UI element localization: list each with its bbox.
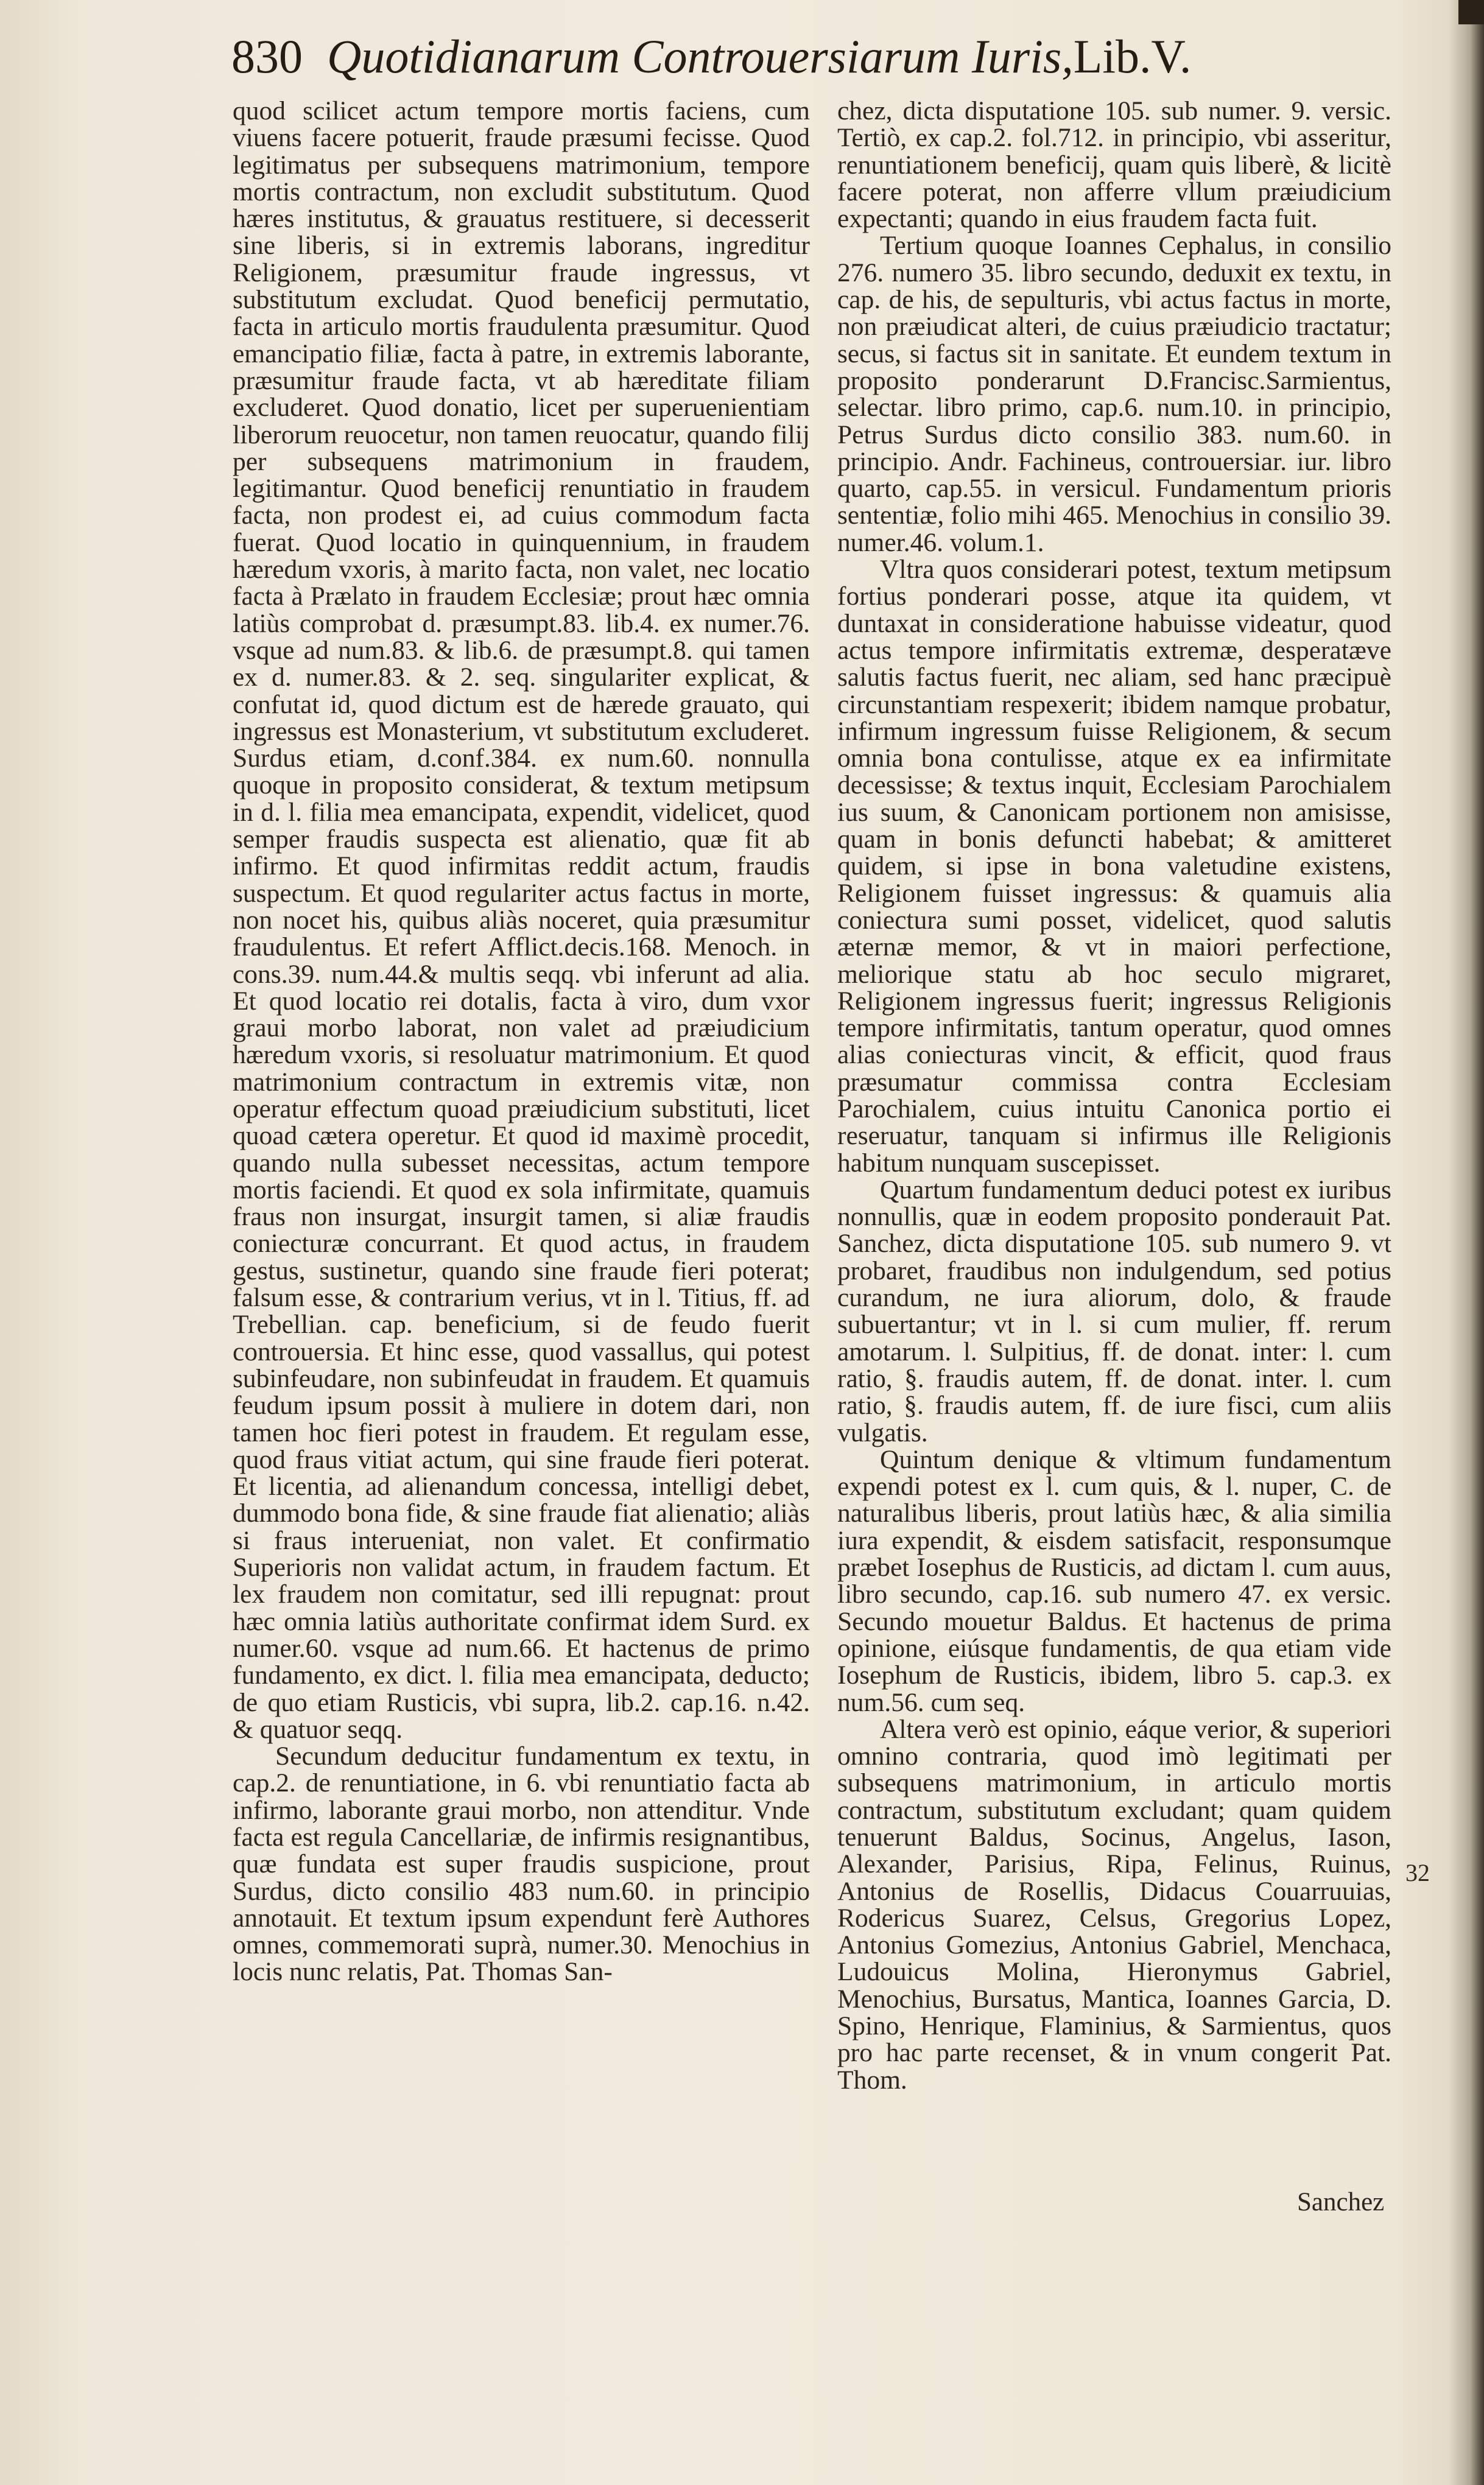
page-edge-shadow (1449, 0, 1484, 2485)
right-paragraph-1: chez, dicta disputatione 105. sub numer. 9. versic. Tertiò, ex cap.2. fol.712. in principio, vbi asseritur, renuntiationem beneficij, quam quis liberè, & licitè facere poterat, non afferre vllum præiudicium expectanti; quando in eius fraudem facta fuit. (837, 96, 1391, 234)
running-title: Quotidianarum Controuersiarum Iuris, (327, 30, 1074, 83)
book-number: Lib.V. (1073, 30, 1192, 83)
left-paragraph-1: quod scilicet actum tempore mortis faciens, cum viuens facere potuerit, fraude præsumi fecisse. Quod legitimatus per subsequens matrimonium, tempore mortis contractum, non excludit substitutum. Quod hæres institutus, & grauatus restituere, si decesserit sine liberis, si in extremis laborans, ingreditur Religionem, præsumitur fraude ingressus, vt substitutum excludat. Quod beneficij permutatio, facta in articulo mortis fraudulenta præsumitur. Quod emancipatio filiæ, facta à patre, in extremis laborante, præsumitur fraude facta, vt ab hæreditate filiam excluderet. Quod donatio, licet per superuenientiam liberorum reuocetur, non tamen reuocatur, quando filij per subsequens matrimonium in fraudem, legitimantur. Quod beneficij renuntiatio in fraudem facta, non prodest ei, ad cuius commodum facta fuerat. Quod locatio in quinquennium, in fraudem hæredum vxoris, à marito facta, non valet, nec locatio facta à Prælato in fraudem Ecclesiæ; prout hæc omnia latiùs comprobat d. præsumpt.83. lib.4. ex numer.76. vsque ad num.83. & lib.6. de præsumpt.8. qui tamen ex d. numer.83. & 2. seq. singulariter explicat, & confutat id, quod dictum est de hærede grauato, qui ingressus est Monasterium, vt substitutum excluderet. Surdus etiam, d.conf.384. ex num.60. nonnulla quoque in proposito considerat, & textum metipsum in d. l. filia mea emancipata, expendit, videlicet, quod semper fraudis suspecta est alienatio, quæ fit ab infirmo. Et quod infirmitas reddit actum, fraudis suspectum. Et quod regulariter actus factus in morte, non nocet his, quibus aliàs noceret, quia præsumitur fraudulentus. Et refert Afflict.decis.168. Menoch. in cons.39. num.44.& multis seqq. vbi inferunt ad alia. Et quod locatio rei dotalis, facta à viro, dum vxor graui morbo laborat, non valet ad præiudicium hæredum vxoris, si resoluatur matrimonium. Et quod matrimonium contractum in extremis vitæ, non operatur effectum quoad præiudicium substituti, licet quoad cætera operetur. Et quod id maximè procedit, quando nulla subesset necessitas, actum tempore mortis faciendi. Et quod ex sola infirmitate, quamuis fraus non insurgat, insurgit tamen, si aliæ fraudis coniecturæ concurrant. Et quod actus, in fraudem gestus, sustinetur, quando sine fraude fieri poterat; falsum esse, & contrarium verius, vt in l. Titius, ff. ad Trebellian. cap. beneficium, si de feudo fuerit controuersia. Et hinc esse, quod vassallus, qui potest subinfeudare, non subinfeudat in fraudem. Et quamuis feudum ipsum possit à muliere in dotem dari, non tamen hoc fieri potest in fraudem. Et regulam esse, quod fraus vitiat actum, qui sine fraude fieri poterat. Et licentia, ad alienandum concessa, intelligi debet, dummodo bona fide, & sine fraude fiat alienatio; aliàs si fraus interueniat, non valet. Et confirmatio Superioris non validat actum, in fraudem factum. Et lex fraudem non comitatur, sed illi repugnat: prout hæc omnia latiùs authoritate confirmat idem Surd. ex numer.60. vsque ad num.66. Et hactenus de primo fundamento, ex dict. l. filia mea emancipata, deducto; de quo etiam Rusticis, vbi supra, lib.2. cap.16. n.42. & quatuor seqq. (233, 96, 810, 1744)
scan-corner-mark (1458, 0, 1484, 24)
running-header (231, 29, 1236, 96)
right-paragraph-2: Tertium quoque Ioannes Cephalus, in consilio 276. numero 35. libro secundo, deduxit ex textu, in cap. de his, de sepulturis, vbi actus factus in morte, non præiudicat alteri, de cuius præiudicio tractatur; secus, si factus sit in sanitate. Et eundem textum in proposito ponderarunt D.Francisc.Sarmientus, selectar. libro primo, cap.6. num.10. in principio, Petrus Surdus dicto consilio 383. num.60. in principio. Andr. Fachineus, controuersiar. iur. libro quarto, cap.55. in versicul. Fundamentum prioris sententiæ, folio mihi 465. Menochius in consilio 39. numer.46. volum.1. (837, 231, 1391, 557)
right-paragraph-4: Quartum fundamentum deduci potest ex iuribus nonnullis, quæ in eodem proposito ponderauit Pat. Sanchez, dicta disputatione 105. sub numero 9. vt probaret, fraudibus non indulgendum, sed potius curandum, ne iura aliorum, dolo, & fraude subuertantur; vt in l. si cum mulier, ff. rerum amotarum. l. Sulpitius, ff. de donat. inter: l. cum ratio, §. fraudis autem, ff. de donat. inter. l. cum ratio, §. fraudis autem, ff. de iure fisci, cum aliis vulgatis. (837, 1175, 1391, 1447)
catchword: Sanchez (1297, 2188, 1385, 2216)
right-paragraph-6: Altera verò est opinio, eáque verior, & superiori omnino contraria, quod imò legitimati per subsequens matrimonium, in articulo mortis contractum, substitutum excludant; quam quidem tenuerunt Baldus, Socinus, Angelus, Iason, Alexander, Parisius, Ripa, Felinus, Ruinus, Antonius de Rosellis, Didacus Couarruuias, Rodericus Suarez, Celsus, Gregorius Lopez, Antonius Gomezius, Antonius Gabriel, Menchaca, Ludouicus Molina, Hieronymus Gabriel, Menochius, Bursatus, Mantica, Ioannes Garcia, D. Spino, Henrique, Flaminius, & Sarmientus, quos pro hac parte recenset, & in vnum congerit Pat. Thom. (837, 1714, 1391, 2095)
left-paragraph-2: Secundum deducitur fundamentum ex textu, in cap.2. de renuntiatione, in 6. vbi renuntiatio facta ab infirmo, laborante graui morbo, non attenditur. Vnde facta est regula Cancellariæ, de infirmis resignantibus, quæ fundata est super fraudis suspicione, prout Surdus, dicto consilio 483 num.60. in principio annotauit. Et textum ipsum expendunt ferè Authores omnes, commemorati suprà, numer.30. Menochius in locis nunc relatis, Pat. Thomas San- (233, 1742, 810, 1987)
margin-note-number: 32 (1405, 1859, 1430, 1886)
left-column (233, 97, 810, 1986)
right-column (837, 97, 1391, 2093)
page-number: 830 (231, 30, 303, 83)
right-paragraph-5: Quintum denique & vltimum fundamentum expendi potest ex l. cum quis, & l. nuper, C. de naturalibus liberis, prout latiùs hæc, & alia similia iura expendit, & eisdem satisfacit, responsumque præbet Iosephus de Rusticis, ad dictam l. cum auus, libro secundo, cap.16. sub numero 47. ex versic. Secundo mouetur Baldus. Et hactenus de prima opinione, eiúsque fundamentis, de qua etiam vide Iosephum de Rusticis, ibidem, libro 5. cap.3. ex num.56. cum seq. (837, 1444, 1391, 1717)
right-paragraph-3: Vltra quos considerari potest, textum metipsum fortius ponderari posse, atque ita quidem, vt duntaxat in consideratione habuisse videatur, quod actus tempore infirmitatis extremæ, desperatæve salutis factus fuerit, nec aliam, sed hanc præcipuè circunstantiam respexerit; ibidem namque probatur, infirmum ingressum fuisse Religionem, & secum omnia bona contulisse, atque ex ea infirmitate decessisse; & textus inquit, Ecclesiam Parochialem ius suum, & Canonicam portionem non amisisse, quam in bonis defuncti habebat; & amitteret quidem, si ipse in bona valetudine existens, Religionem fuisset ingressus: & quamuis alia coniectura sumi posset, videlicet, quod salutis æternæ memor, & vt in maiori perfectione, meliorique statu ab hoc seculo migraret, Religionem ingressus fuerit; ingressus Religionis tempore infirmitatis, tantum operatur, quod omnes alias coniecturas vincit, & efficit, quod fraus præsumatur commissa contra Ecclesiam Parochialem, cuius intuitu Canonica portio ei reseruatur, tanquam si infirmus ille Religionis habitum nunquam suscepisset. (837, 555, 1391, 1178)
